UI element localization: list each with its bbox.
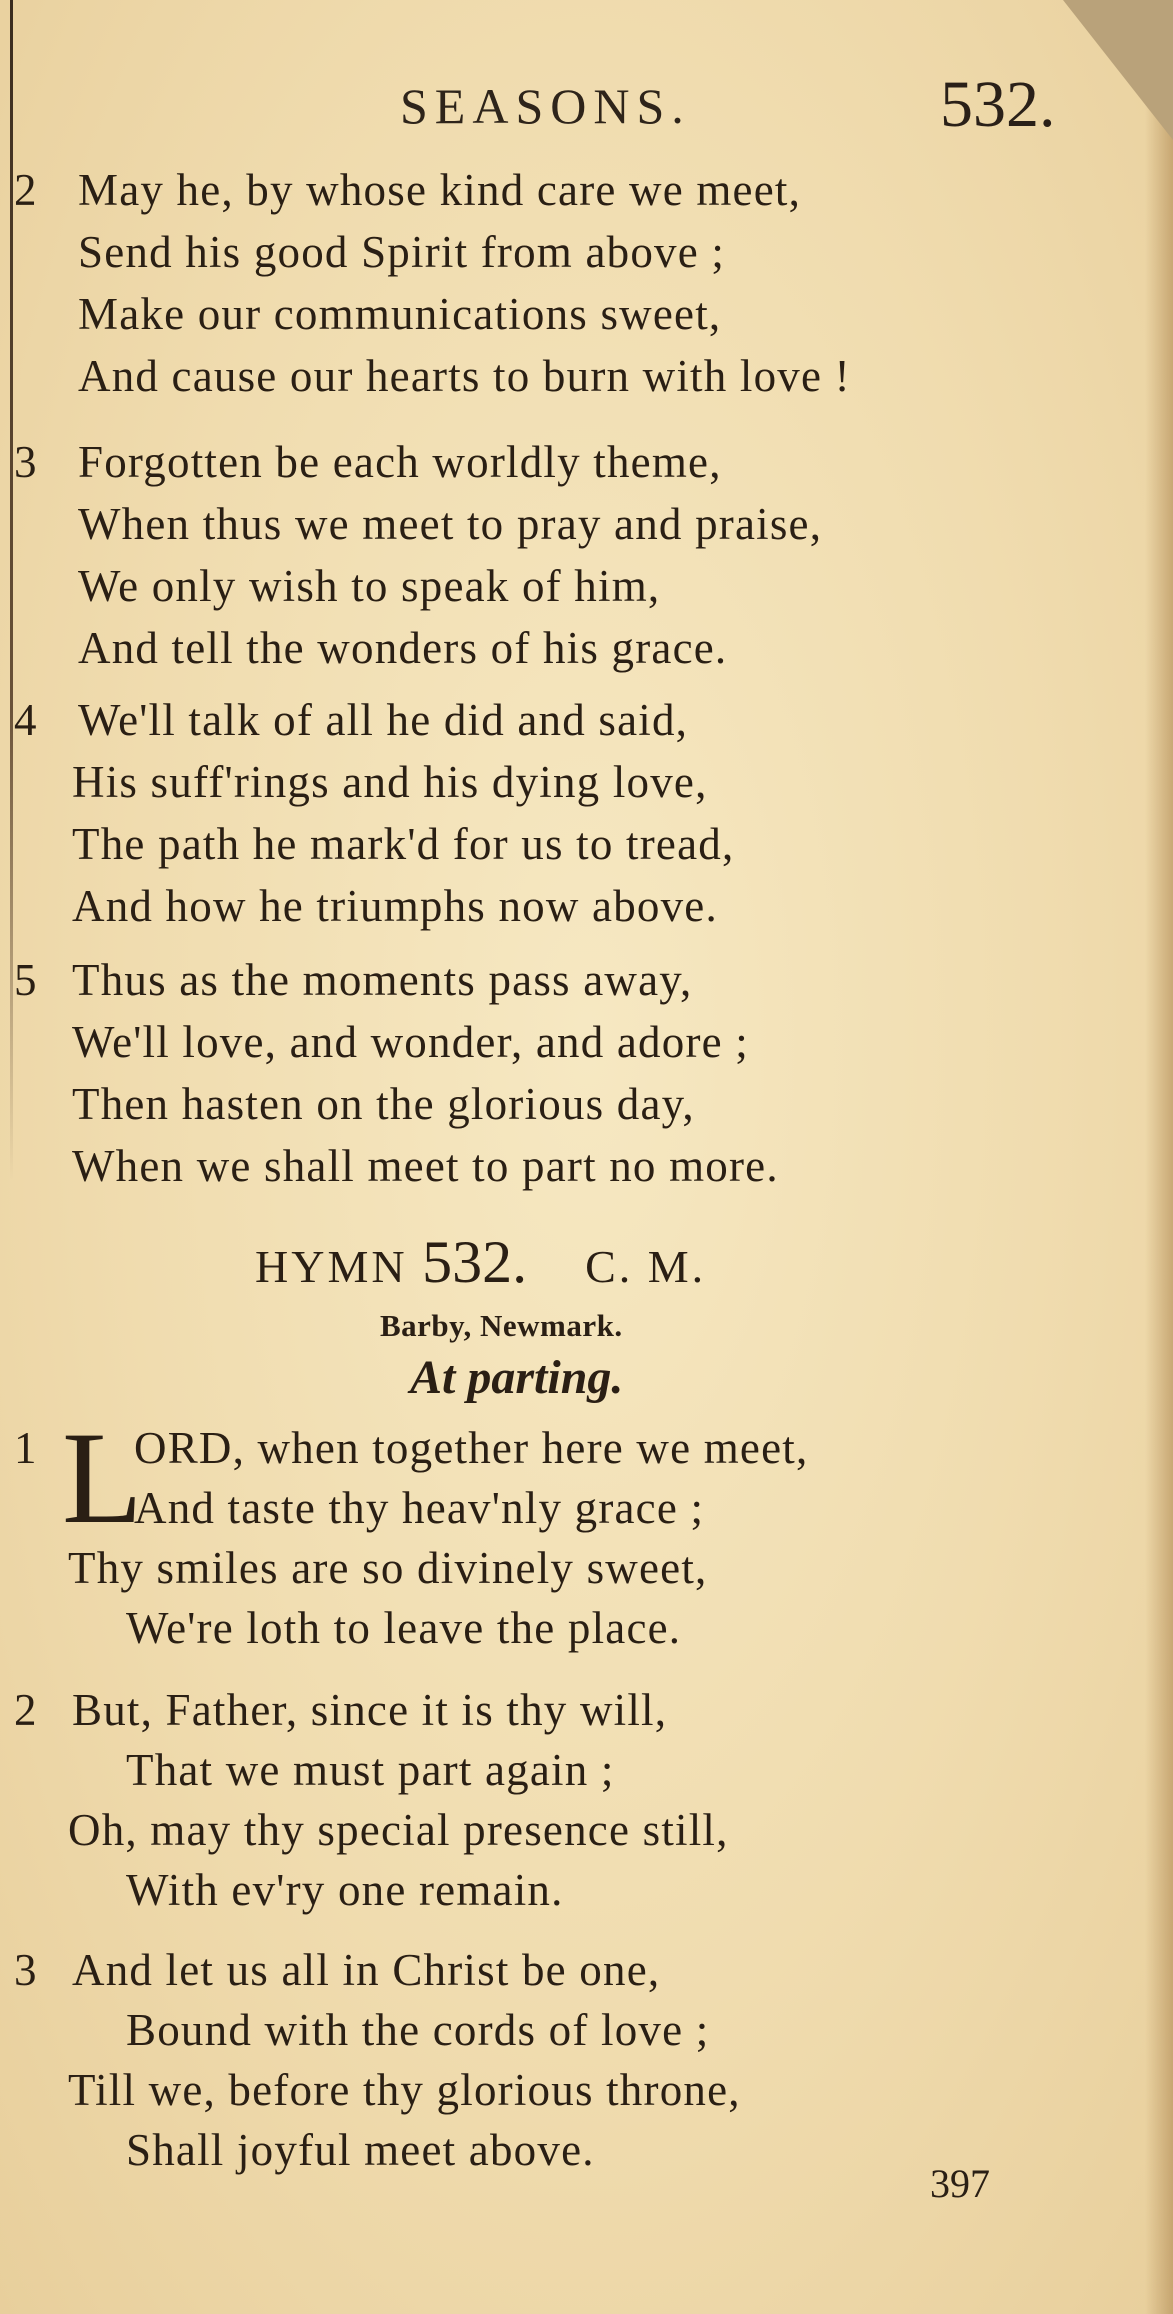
stanza-number: 3 — [14, 1945, 37, 1995]
verse-line: And let us all in Christ be one, — [72, 1945, 661, 1995]
stanza-number: 1 — [14, 1423, 37, 1473]
page-number: 397 — [930, 2161, 990, 2206]
verse-line: We'll love, and wonder, and adore ; — [72, 1017, 749, 1067]
verse-line: With ev'ry one remain. — [126, 1865, 564, 1915]
hymn-title — [255, 1228, 706, 1297]
verse-line: Forgotten be each worldly theme, — [78, 437, 722, 487]
stanza-number: 4 — [14, 695, 37, 745]
stanza-number: 3 — [14, 437, 37, 487]
header-hymn-number: 532. — [940, 68, 1056, 141]
hymn-tunes: Barby, Newmark. — [380, 1308, 623, 1343]
verse-line: When we shall meet to part no more. — [72, 1141, 779, 1191]
hymn-number: 532. — [422, 1229, 528, 1295]
verse-line: And cause our hearts to burn with love ! — [78, 351, 851, 401]
stanza-number: 2 — [14, 1685, 37, 1735]
verse-line: Shall joyful meet above. — [126, 2125, 595, 2175]
verse-line: We'll talk of all he did and said, — [78, 695, 689, 745]
stanza-number: 2 — [14, 165, 37, 215]
verse-line: Bound with the cords of love ; — [126, 2005, 710, 2055]
hymn-subject: At parting. — [410, 1351, 624, 1404]
verse-line: That we must part again ; — [126, 1745, 615, 1795]
verse-line: We're loth to leave the place. — [126, 1603, 682, 1653]
hymn-meter: C. M. — [585, 1241, 707, 1292]
verse-line: And taste thy heav'nly grace ; — [134, 1483, 705, 1533]
verse-line: Oh, may thy special presence still, — [68, 1805, 729, 1855]
verse-line: And how he triumphs now above. — [72, 881, 718, 931]
verse-line: Then hasten on the glorious day, — [72, 1079, 695, 1129]
verse-line: Thus as the moments pass away, — [72, 955, 693, 1005]
verse-line: Thy smiles are so divinely sweet, — [68, 1543, 708, 1593]
verse-line: We only wish to speak of him, — [78, 561, 661, 611]
hymn-label: HYMN — [255, 1241, 408, 1292]
page-header — [0, 68, 1173, 145]
verse-line: And tell the wonders of his grace. — [78, 623, 728, 673]
drop-cap: L — [62, 1404, 143, 1551]
verse-line: ORD, when together here we meet, — [134, 1423, 809, 1473]
page-edge-shadow — [1145, 0, 1173, 2314]
running-head: SEASONS. — [400, 78, 691, 134]
verse-line: The path he mark'd for us to tread, — [72, 819, 735, 869]
verse-line: When thus we meet to pray and praise, — [78, 499, 823, 549]
verse-line: His suff'rings and his dying love, — [72, 757, 708, 807]
verse-line: May he, by whose kind care we meet, — [78, 165, 802, 215]
verse-line: Send his good Spirit from above ; — [78, 227, 726, 277]
stanza-number: 5 — [14, 955, 37, 1005]
verse-line: Till we, before thy glorious throne, — [68, 2065, 741, 2115]
binding-edge — [10, 0, 13, 1180]
verse-line: Make our communications sweet, — [78, 289, 722, 339]
verse-line: But, Father, since it is thy will, — [72, 1685, 668, 1735]
